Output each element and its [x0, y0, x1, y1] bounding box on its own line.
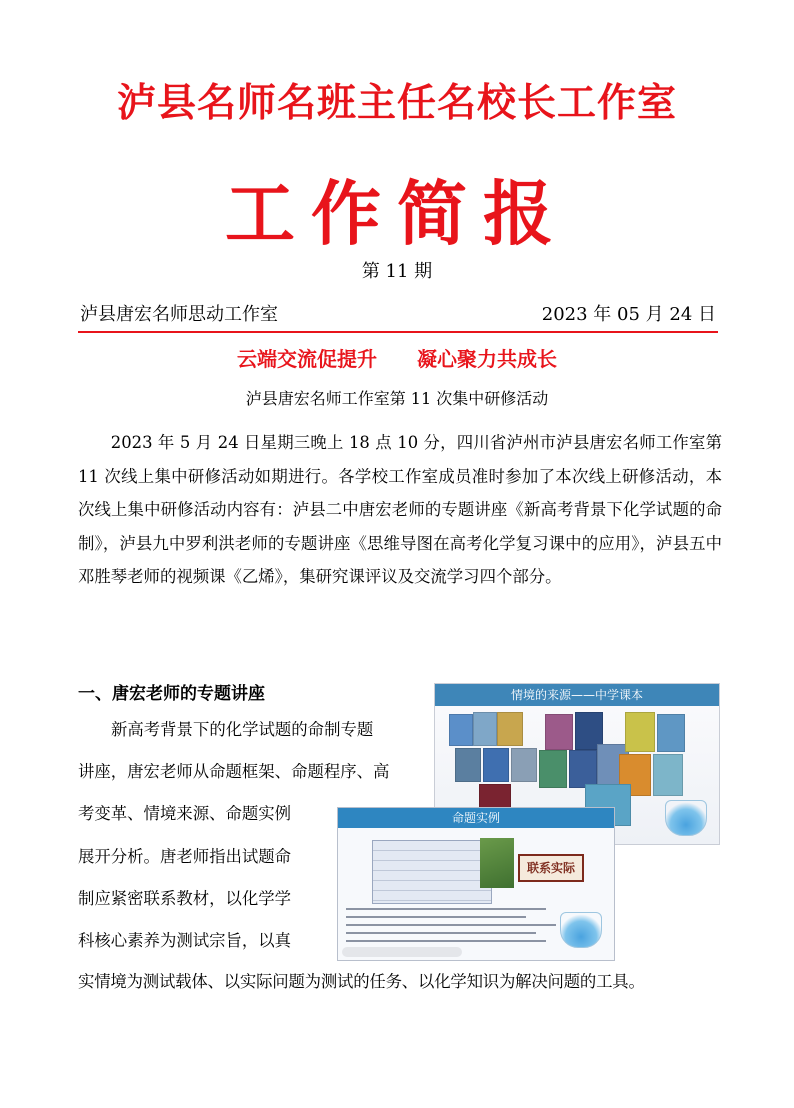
- slide-toolbar: [342, 947, 462, 957]
- text-line: [346, 924, 556, 926]
- book-cover: [511, 748, 537, 782]
- book-cover: [449, 714, 473, 746]
- section-text-line: 制应紧密联系教材，以化学学: [78, 889, 292, 908]
- book-cover: [569, 750, 597, 788]
- text-line: [346, 916, 526, 918]
- slide-exam-example-image: [337, 807, 615, 961]
- org-name: 泸县唐宏名师思动工作室: [80, 304, 278, 325]
- text-line: [346, 932, 536, 934]
- red-divider: [78, 331, 718, 333]
- beaker-icon: [665, 800, 707, 836]
- book-cover: [483, 748, 509, 782]
- org-date-line: [80, 300, 716, 326]
- book-cover: [497, 712, 523, 746]
- section-text-line: 讲座，唐宏老师从命题框架、命题程序、高: [78, 762, 390, 781]
- book-cover: [473, 712, 497, 746]
- question-table: [372, 840, 492, 904]
- masthead-title: 泸县名师名班主任名校长工作室: [116, 81, 677, 126]
- article-headline: 云端交流促提升 凝心聚力共成长: [237, 347, 557, 371]
- newsletter-title: 工作简报: [225, 172, 569, 255]
- intro-paragraph: 2023 年 5 月 24 日星期三晚上 18 点 10 分，四川省泸州市泸县唐宏名师工作室第 11 次线上集中研修活动如期进行。各学校工作室成员准时参加了本次线上研修活动，本次线上集中研修活动内容有：泸县二中唐宏老师的专题讲座《新高考背景下化学试题的命制》，泸县九中罗利洪老师的专题讲座《思维导图在高考化学复习课中的应用》，泸县五中邓胜琴老师的视频课《乙烯》，集研究课评议及交流学习四个部分。: [78, 433, 722, 586]
- section-heading: 一、唐宏老师的专题讲座: [78, 684, 265, 704]
- book-cover: [625, 712, 655, 752]
- section-text-line: 考变革、情境来源、命题实例: [78, 804, 292, 823]
- book-cover: [657, 714, 685, 752]
- issue-number: 第 11 期: [361, 261, 433, 282]
- slide-title: 情境的来源——中学课本: [435, 684, 719, 706]
- section-text-line: 科核心素养为测试宗旨，以真: [78, 931, 292, 950]
- text-line: [346, 940, 546, 942]
- slide-title: 命题实例: [338, 808, 614, 828]
- article-subtitle: 泸县唐宏名师工作室第 11 次集中研修活动: [245, 389, 549, 408]
- text-line: [346, 908, 546, 910]
- section-text-line: 新高考背景下的化学试题的命制专题: [111, 720, 374, 739]
- section-final-line: 实情境为测试载体、以实际问题为测试的任务、以化学知识为解决问题的工具。: [78, 972, 645, 991]
- book-cover: [653, 754, 683, 796]
- book-cover: [480, 838, 514, 888]
- section-text-line: 展开分析。唐老师指出试题命: [78, 847, 292, 866]
- issue-date: 2023 年 05 月 24 日: [541, 304, 716, 325]
- book-cover: [545, 714, 573, 750]
- stamp-label: 联系实际: [518, 854, 584, 882]
- book-cover: [455, 748, 481, 782]
- book-cover: [539, 750, 567, 788]
- beaker-icon: [560, 912, 602, 948]
